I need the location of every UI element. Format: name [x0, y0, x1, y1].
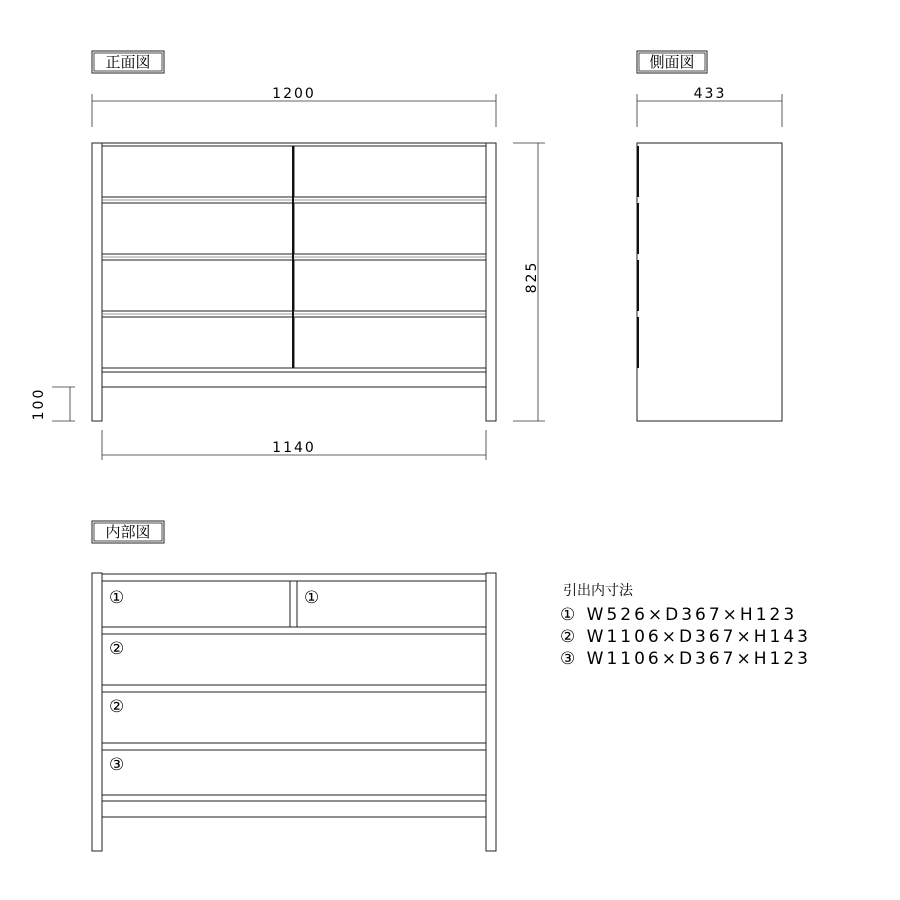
interior-view-title: [92, 521, 164, 543]
front-drawers: [102, 146, 486, 368]
interior-right-post: [486, 573, 496, 851]
interior-label-r4: ③: [109, 755, 125, 775]
base-height-label: 100: [31, 387, 47, 421]
inner-width-label: 1140: [272, 440, 316, 456]
overall-width-dimension: [92, 86, 496, 127]
side-view: [637, 143, 782, 421]
depth-label: 433: [693, 86, 727, 102]
height-dimension: [513, 143, 545, 421]
inner-width-dimension: [102, 430, 486, 460]
interior-view-title-text: 内部図: [105, 523, 151, 541]
side-view-title-text: 側面図: [649, 53, 695, 71]
spec-row-3: ③ W1106×D367×H123: [560, 649, 811, 669]
spec-row-1: ① W526×D367×H123: [560, 605, 798, 625]
left-post: [92, 143, 102, 421]
interior-label-r1-left: ①: [109, 588, 125, 608]
height-label: 825: [524, 260, 540, 294]
front-view-title: [92, 51, 164, 73]
depth-dimension: [637, 86, 782, 127]
overall-width-label: 1200: [272, 86, 316, 102]
spec-title: 引出内寸法: [563, 583, 633, 599]
front-view-title-text: 正面図: [105, 53, 151, 71]
base-height-dimension: [31, 387, 75, 421]
side-view-title: [637, 51, 707, 73]
interior-label-r3: ②: [109, 697, 125, 717]
interior-label-r2: ②: [109, 639, 125, 659]
front-view: [92, 143, 496, 421]
interior-label-r1-right: ①: [304, 588, 320, 608]
right-post: [486, 143, 496, 421]
spec-row-2: ② W1106×D367×H143: [560, 627, 811, 647]
interior-view: [92, 573, 496, 851]
interior-left-post: [92, 573, 102, 851]
